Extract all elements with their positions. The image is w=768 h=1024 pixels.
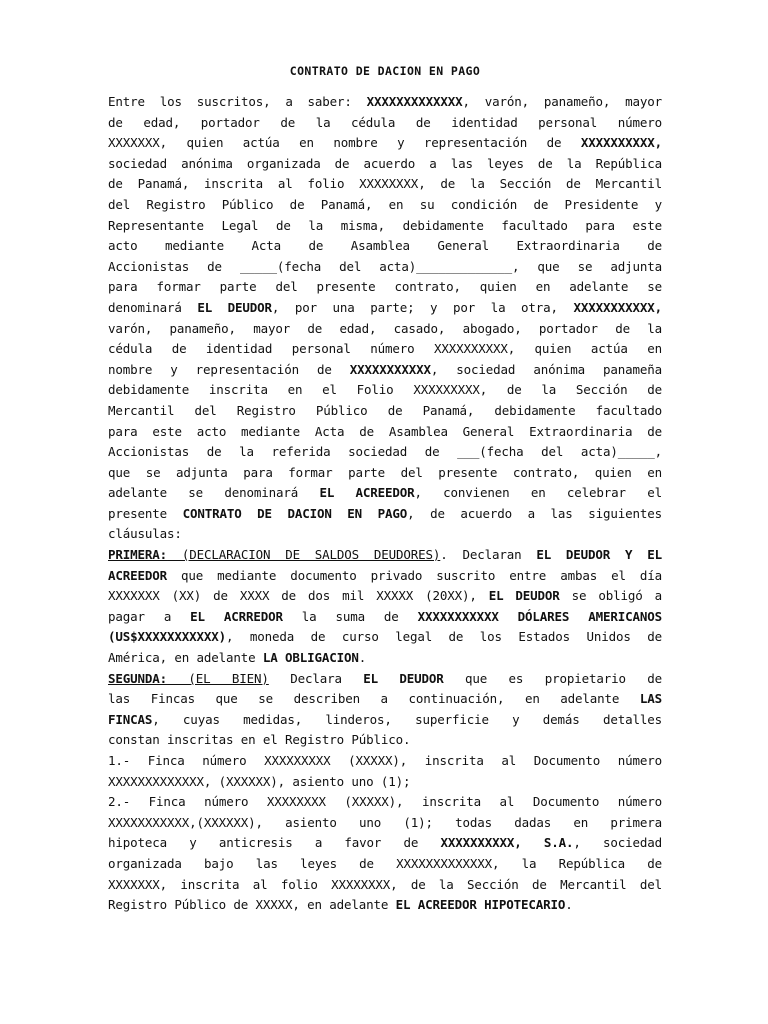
text-segment: sociedad anónima organizada de acuerdo a las leyes de la República — [108, 155, 662, 171]
text-segment: que se adjunta para formar parte del presente contrato, quien en — [108, 464, 662, 480]
document-line — [108, 524, 662, 545]
text-segment: la suma de — [282, 608, 418, 624]
bold-text: PRIMERA: — [108, 547, 168, 563]
text-segment: , cuyas medidas, linderos, superficie y demás detalles — [152, 711, 662, 727]
bold-text: SEGUNDA: — [108, 670, 168, 686]
text-segment: , de acuerdo a las siguientes — [407, 505, 662, 521]
text-segment: las Fincas que se describen a continuación, en adelante — [108, 691, 640, 707]
document-line — [108, 422, 662, 443]
document-body — [108, 92, 662, 916]
text-segment: , convienen en celebrar el — [414, 485, 662, 501]
text-segment: . — [565, 897, 573, 913]
document-line — [108, 133, 662, 154]
text-segment: XXXXXXX (XX) de XXXX de dos mil XXXXX (20XX), — [108, 588, 489, 604]
text-segment: , por una parte; y por la otra, — [271, 299, 574, 315]
document-line — [108, 566, 662, 587]
text-segment: Entre los suscritos, a saber: — [108, 94, 367, 109]
text-segment: , varón, panameño, mayor — [462, 94, 662, 109]
text-segment: , sociedad — [573, 835, 662, 851]
text-segment: varón, panameño, mayor de edad, casado, abogado, portador de la — [108, 320, 662, 336]
document-line — [108, 380, 662, 401]
bold-text: LA OBLIGACION — [262, 650, 359, 666]
text-segment: XXXXXXX, quien actúa en nombre y representación de — [108, 135, 581, 151]
bold-text: LAS — [639, 691, 662, 707]
text-segment: nombre y representación de — [108, 361, 350, 377]
text-segment: Registro Público de XXXXX, en adelante — [108, 897, 396, 913]
text-segment: cédula de identidad personal número XXXXXXXXXX, quien actúa en — [108, 341, 662, 357]
document-line — [108, 360, 662, 381]
document-line — [108, 833, 662, 854]
document-line — [108, 730, 662, 751]
document-line — [108, 895, 662, 916]
text-segment: Mercantil del Registro Público de Panamá, debidamente facultado — [108, 402, 662, 418]
bold-text: EL ACREEDOR — [319, 485, 415, 501]
text-segment: . — [358, 650, 367, 666]
text-segment: de edad, portador de la cédula de identidad personal número — [108, 114, 662, 130]
bold-text: EL DEUDOR — [488, 588, 560, 604]
document-line — [108, 504, 662, 525]
text-segment: XXXXXXXXXXX,(XXXXXX), asiento uno (1); todas dadas en primera — [108, 814, 662, 830]
document-title: CONTRATO DE DACION EN PAGO — [289, 64, 481, 78]
text-segment: 1.- Finca número XXXXXXXXX (XXXXX), inscrita al Documento número — [108, 753, 662, 768]
text-segment: XXXXXXXXXXXXX, (XXXXXX), asiento uno (1); — [108, 773, 411, 789]
text-segment: organizada bajo las leyes de XXXXXXXXXXXXX, la República de — [108, 855, 662, 871]
document-line — [108, 339, 662, 360]
text-segment: cláusulas: — [108, 526, 182, 542]
bold-text: XXXXXXXXXXXXX — [366, 94, 463, 109]
bold-text: (US$XXXXXXXXXXX) — [108, 629, 227, 645]
text-segment: constan inscritas en el Registro Público. — [108, 732, 411, 748]
text-segment: Declara — [268, 670, 364, 686]
text-segment: para este acto mediante Acta de Asamblea General Extraordinaria de — [108, 423, 662, 439]
document-line — [108, 92, 662, 113]
text-segment: se obligó a — [559, 588, 662, 604]
text-segment: del Registro Público de Panamá, en su condición de Presidente y — [108, 196, 662, 212]
text-segment: presente — [108, 505, 183, 521]
document-line — [108, 854, 662, 875]
document-line — [108, 401, 662, 422]
bold-text: XXXXXXXXXXX DÓLARES AMERICANOS — [417, 608, 663, 624]
document-line — [108, 751, 662, 772]
document-line — [108, 442, 662, 463]
document-line — [108, 875, 662, 896]
document-line — [108, 154, 662, 175]
text-segment: de Panamá, inscrita al folio XXXXXXXX, de la Sección de Mercantil — [108, 176, 662, 192]
bold-text: CONTRATO DE DACION EN PAGO — [182, 505, 408, 521]
bold-text: EL DEUDOR — [197, 299, 272, 315]
text-segment: denominará — [108, 299, 198, 315]
text-segment: Accionistas de _____(fecha del acta)_____________, que se adjunta — [108, 258, 662, 274]
text-segment: , sociedad anónima panameña — [430, 361, 662, 377]
document-line — [108, 607, 662, 628]
document-line — [108, 236, 662, 257]
document-line — [108, 319, 662, 340]
text-segment: Representante Legal de la misma, debidamente facultado para este — [108, 217, 662, 233]
document-line — [108, 772, 662, 793]
bold-text: EL DEUDOR Y EL — [536, 547, 662, 563]
text-segment: , moneda de curso legal de los Estados Unidos de — [226, 629, 662, 645]
bold-text: EL DEUDOR — [363, 670, 444, 686]
document-line — [108, 586, 662, 607]
text-segment: XXXXXXX, inscrita al folio XXXXXXXX, de la Sección de Mercantil del — [108, 876, 662, 892]
text-segment: pagar a — [108, 608, 191, 624]
text-segment: . Declaran — [440, 547, 537, 563]
document-line — [108, 669, 662, 690]
document-line — [108, 627, 662, 648]
document-line — [108, 174, 662, 195]
bold-text: XXXXXXXXXX, S.A. — [440, 835, 574, 851]
text-segment: (EL BIEN) — [167, 670, 269, 686]
document-line — [108, 648, 662, 669]
document-line — [108, 195, 662, 216]
document-line — [108, 298, 662, 319]
document-line — [108, 483, 662, 504]
text-segment: América, en adelante — [108, 650, 263, 666]
document-line — [108, 216, 662, 237]
document-line — [108, 463, 662, 484]
document-line — [108, 113, 662, 134]
document-line — [108, 710, 662, 731]
bold-text: XXXXXXXXXXX — [349, 361, 431, 377]
bold-text: EL ACRREDOR — [190, 608, 283, 624]
document-line — [108, 257, 662, 278]
text-segment: hipoteca y anticresis a favor de — [108, 835, 441, 851]
document-line — [108, 792, 662, 813]
document-line — [108, 545, 662, 566]
text-segment: Accionistas de la referida sociedad de ___(fecha del acta)_____, — [108, 444, 662, 460]
bold-text: EL ACREEDOR HIPOTECARIO — [395, 897, 566, 913]
text-segment: (DECLARACION DE SALDOS DEUDORES) — [167, 547, 441, 563]
text-segment: 2.- Finca número XXXXXXXX (XXXXX), inscrita al Documento número — [108, 794, 662, 810]
text-segment: que es propietario de — [443, 670, 662, 686]
bold-text: ACREEDOR — [108, 567, 168, 583]
text-segment: para formar parte del presente contrato, quien en adelante se — [108, 279, 662, 295]
document-line — [108, 277, 662, 298]
text-segment: que mediante documento privado suscrito entre ambas el día — [167, 567, 662, 583]
document-line — [108, 813, 662, 834]
text-segment: acto mediante Acta de Asamblea General Extraordinaria de — [108, 238, 662, 254]
document-line — [108, 689, 662, 710]
bold-text: FINCAS — [108, 711, 153, 727]
text-segment: adelante se denominará — [108, 485, 320, 501]
bold-text: XXXXXXXXXXX, — [573, 299, 662, 315]
text-segment: debidamente inscrita en el Folio XXXXXXXXX, de la Sección de — [108, 382, 662, 398]
bold-text: XXXXXXXXXX, — [580, 135, 662, 151]
